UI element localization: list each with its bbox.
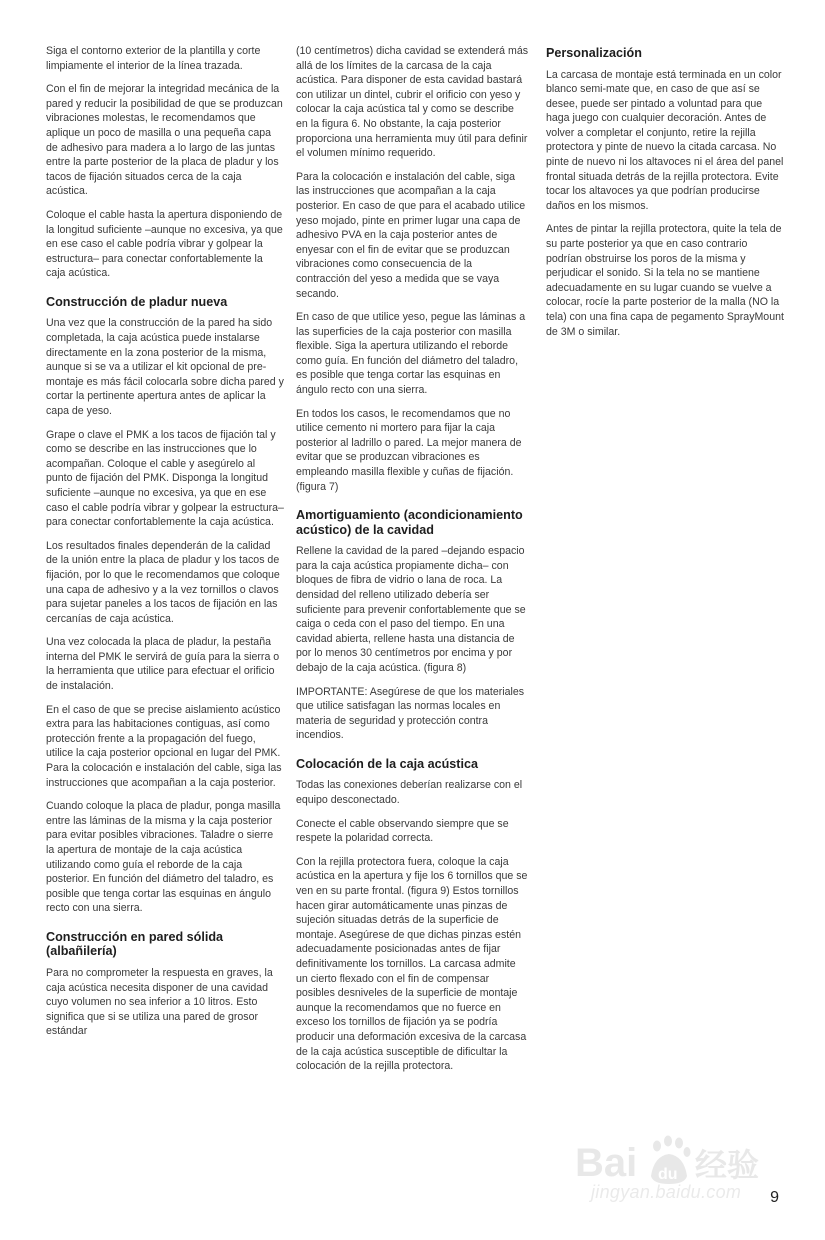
paragraph: IMPORTANTE: Asegúrese de que los materiales que utilice satisfagan las normas locales en materia de seguridad y protección contra incendios. <box>296 685 525 742</box>
section-heading-personalizacion: Personalización <box>546 46 642 60</box>
paragraph: Los resultados finales dependerán de la calidad de la unión entre la placa de pladur y los tacos de fijación, por lo que le recomendamos que coloque una capa de adhesivo y a la vez tornillos o clavos para sujetar paneles a los tacos de fijación en las cercanías de caja acústica. <box>46 539 280 625</box>
paragraph: Cuando coloque la placa de pladur, ponga masilla entre las láminas de la misma y la caja posterior para evitar posibles vibraciones. Taladre o sierre la apertura de montaje de la caja acústica utilizando como guía el reborde de la caja posterior. En función del diámetro del taladro, es posible que tenga cortar las esquinas en ángulo recto con una sierra. <box>46 800 281 915</box>
paragraph: Una vez que la construcción de la pared ha sido completada, la caja acústica puede instalarse directamente en la zona posterior de la misma, aunque si se va a utilizar el kit opcional de pre-montaje es más fácil colocarla sobre dicha pared y cortar la pertinente apertura antes de aplicar la capa de yeso. <box>46 317 284 417</box>
paragraph: Grape o clave el PMK a los tacos de fijación tal y como se describe en las instrucciones que lo acompañan. Coloque el cable y asegúrelo al punto de fijación del PMK. Disponga la longitud suficiente –aunque no excesiva, ya que en ese caso el cable podría vibrar y golpear la estructura– para conectar confortablemente la caja acústica. <box>46 428 284 529</box>
page-number: 9 <box>770 1189 779 1206</box>
svg-text:Bai: Bai <box>575 1141 638 1185</box>
paragraph: (10 centímetros) dicha cavidad se extenderá más allá de los límites de la carcasa de la caja acústica. Para disponer de esta cavidad bastará con utilizar un dintel, cubrir el orificio con yeso y colocar la caja acústica tal y como se describe en la figura 6. No obstante, la caja posterior proporciona una herramienta muy útil para definir el volumen mínimo requerido. <box>296 45 529 160</box>
svg-text:经验: 经验 <box>695 1146 760 1184</box>
paragraph: Rellene la cavidad de la pared –dejando espacio para la caja acústica propiamente dicha– con bloques de fibra de vidrio o lana de roca. La densidad del relleno utilizado debería ser suficiente para prevenir confortablemente que se caiga o ceda con el paso del tiempo. En una cavidad abierta, rellene hasta una distancia de por lo menos 30 centímetros por encima y por debajo de la caja acústica. (figura 8) <box>296 545 526 674</box>
baidu-watermark <box>569 1132 769 1212</box>
paragraph: La carcasa de montaje está terminada en un color blanco semi-mate que, en caso de que así se desee, puede ser pintado a voluntad para que haga juego con cualquier decoración. Antes de volver a completar el conjunto, retire la rejilla protectora y pinte de nuevo la citada carcasa. No pinte de nuevo ni los altavoces ni el área del panel frontal situada detrás de la rejilla protectora. Evite tocar los altavoces ya que podrían producirse daños en los mismos. <box>546 68 784 212</box>
section-heading-amortiguamiento: Amortiguamiento (acondicionamiento acústico) de la cavidad <box>296 508 523 537</box>
section-heading-colocacion: Colocación de la caja acústica <box>296 756 478 771</box>
paragraph: Para no comprometer la respuesta en graves, la caja acústica necesita disponer de una cavidad cuyo volumen no sea inferior a 10 litros. Esto significa que si se utiliza una pared de grosor estándar <box>46 966 273 1038</box>
paragraph: En caso de que utilice yeso, pegue las láminas a las superficies de la caja posterior con masilla flexible. Siga la apertura utilizando el reborde como guía. En función del diámetro del taladro, es posible que tenga cortar las esquinas en ángulo recto con una sierra. <box>296 311 526 397</box>
watermark-url: jingyan.baidu.com <box>591 1182 742 1202</box>
text-column-3 <box>546 44 784 348</box>
paragraph: Conecte el cable observando siempre que se respete la polaridad correcta. <box>296 817 509 845</box>
section-heading-pared-solida: Construcción en pared sólida (albañilería) <box>46 929 224 959</box>
paragraph: Todas las conexiones deberían realizarse con el equipo desconectado. <box>296 779 523 807</box>
paragraph: Con la rejilla protectora fuera, coloque la caja acústica en la apertura y fije los 6 tornillos que se ven en su parte frontal. (figura 9) Estos tornillos hacen girar automáticamente unas pinzas de sujeción situadas detrás de la superficie de montaje. Asegúrese de que dichas pinzas estén adecuadamente posicionadas antes de fijar definitivamente los tornillos. La carcasa admite un cierto flexado con el fin de compensar posibles desniveles de la superficie de montaje aunque la recomendamos que no fuerce en exceso los tornillos de fijación ya se podría producir una deformación excesiva de la carcasa de la caja acústica susceptible de dificultar la colocación de la rejilla protectora. <box>296 855 528 1073</box>
paragraph: En el caso de que se precise aislamiento acústico extra para las habitaciones contiguas, así como protección frente a la propagación del fuego, utilice la caja posterior opcional en lugar del PMK. Para la colocación e instalación del cable, siga las instrucciones que acompañan a la caja posterior. <box>46 703 282 789</box>
paragraph: Coloque el cable hasta la apertura disponiendo de la longitud suficiente –aunque no excesiva, ya que en ese caso el cable podría vibrar y golpear la estructura– para conectar confortablemente la caja acústica. <box>46 208 283 280</box>
paragraph: Antes de pintar la rejilla protectora, quite la tela de su parte posterior ya que en caso contrario podrían obstruirse los poros de la misma y perjudicar el sonido. Si la tela no se mantiene adecuadamente en su lugar cuando se vuelve a colocar, rocíe la parte posterior de la malla (NO la tela) con una fina capa de pegamento SprayMount de 3M o similar. <box>546 223 784 338</box>
paragraph: En todos los casos, le recomendamos que no utilice cemento ni mortero para fijar la caja posterior al ladrillo o pared. La mejor manera de evitar que se produzcan vibraciones es empleando masilla flexible y cuñas de fijación. (figura 7) <box>296 407 522 493</box>
svg-text:du: du <box>658 1166 678 1183</box>
section-heading-pladur-nueva: Construcción de pladur nueva <box>46 294 228 309</box>
paragraph: Con el fin de mejorar la integridad mecánica de la pared y reducir la posibilidad de que se produzcan vibraciones molestas, le recomendamos que aplique un poco de masilla o una pequeña capa de adhesivo para madera a lo largo de las juntas entre la parte posterior de la placa de pladur y los tacos de fijación situados cerca de la caja acústica. <box>46 83 283 198</box>
paragraph: Siga el contorno exterior de la plantilla y corte limpiamente el interior de la línea trazada. <box>46 45 261 72</box>
paragraph: Una vez colocada la placa de pladur, la pestaña interna del PMK le servirá de guía para la sierra o la herramienta que utilice para efectuar el orificio de instalación. <box>46 636 280 693</box>
text-column-1 <box>46 44 284 1048</box>
paragraph: Para la colocación e instalación del cable, siga las instrucciones que acompañan a la caja posterior. En caso de que para el acabado utilice yeso mojado, pinte en primer lugar una capa de adhesivo PVA en la caja posterior antes de enyesar con el fin de evitar que se produzcan vibraciones como consecuencia de la contracción del yeso a medida que se vaya secando. <box>296 170 526 300</box>
text-column-2 <box>296 44 528 1083</box>
